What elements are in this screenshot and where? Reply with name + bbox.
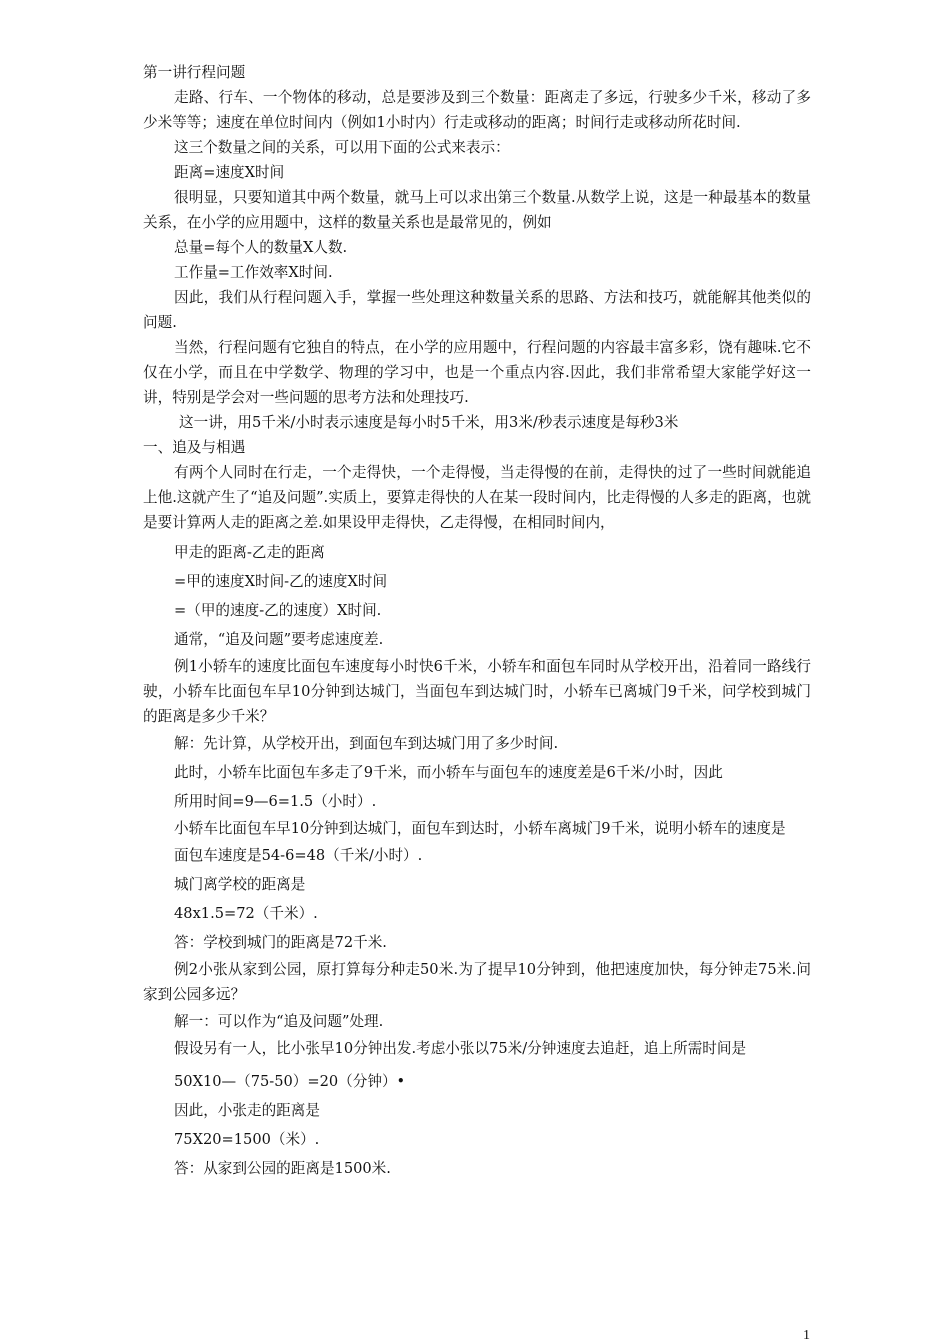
example-2-step-2: 假设另有一人，比小张早10分钟出发.考虑小张以75米/分钟速度去追赶，追上所需时间是: [174, 1040, 747, 1057]
document-body: [143, 60, 811, 1183]
formula-work: 工作量=工作效率X时间.: [174, 264, 333, 281]
paragraph-units: 这一讲，用5千米/小时表示速度是每小时5千米，用3米/秒表示速度是每秒3米: [179, 414, 679, 431]
paragraph-intro: 走路、行车、一个物体的移动，总是要涉及到三个数量：距离走了多远，行驶多少千米，移动了多少米等等；速度在单位时间内（例如1小时内）行走或移动的距离；时间行走或移动所花时间.: [143, 89, 811, 131]
example-2-answer: 答：从家到公园的距离是1500米.: [174, 1160, 391, 1177]
paragraph-therefore: 因此，我们从行程问题入手，掌握一些处理这种数量关系的思路、方法和技巧，就能解其他类似的问题.: [143, 289, 811, 331]
formula-line-3: =（甲的速度-乙的速度）X时间.: [174, 602, 382, 619]
example-2-step-4: 因此，小张走的距离是: [174, 1102, 320, 1119]
formula-line-2: =甲的速度X时间-乙的速度X时间: [174, 573, 388, 590]
example-1-step-3: 所用时间=9—6=1.5（小时）.: [174, 793, 377, 810]
example-1-step-1: 解：先计算，从学校开出，到面包车到达城门用了多少时间.: [174, 735, 559, 752]
example-2-step-5: 75X20=1500（米）.: [174, 1131, 320, 1148]
example-2-step-3: 50X10—（75-50）=20（分钟）•: [174, 1073, 406, 1090]
formula-line-1: 甲走的距离-乙走的距离: [174, 544, 325, 561]
formula-total: 总量=每个人的数量X人数.: [174, 239, 348, 256]
formula-distance: 距离=速度X时间: [174, 164, 285, 181]
page-number: 1: [803, 1328, 810, 1343]
example-1-step-4: 小轿车比面包车早10分钟到达城门，面包车到达时，小轿车离城门9千米，说明小轿车的速度是: [174, 820, 786, 837]
paragraph-features: 当然，行程问题有它独自的特点，在小学的应用题中，行程问题的内容最丰富多彩，饶有趣味.它不仅在小学，而且在中学数学、物理的学习中，也是一个重点内容.因此，我们非常希望大家能学好这一讲，特别是学会对一些问题的思考方法和处理技巧.: [143, 339, 811, 406]
section-heading: 一、追及与相遇: [143, 439, 246, 456]
example-1-answer: 答：学校到城门的距离是72千米.: [174, 934, 387, 951]
paragraph-speed-diff: 通常，“追及问题”要考虑速度差.: [174, 631, 384, 648]
example-1: 例1小轿车的速度比面包车速度每小时快6千米，小轿车和面包车同时从学校开出，沿着同一路线行驶，小轿车比面包车早10分钟到达城门，当面包车到达城门时，小轿车已离城门9千米，问学校到城门的距离是多少千米？: [143, 658, 811, 725]
lesson-title: 第一讲行程问题: [143, 64, 246, 81]
example-1-step-5: 面包车速度是54-6=48（千米/小时）.: [174, 847, 423, 864]
example-1-step-2: 此时，小轿车比面包车多走了9千米，而小轿车与面包车的速度差是6千米/小时，因此: [174, 764, 723, 781]
paragraph-chase: 有两个人同时在行走，一个走得快，一个走得慢，当走得慢的在前，走得快的过了一些时间就能追上他.这就产生了“追及问题”.实质上，要算走得快的人在某一段时间内，比走得慢的人多走的距离，也就是要计算两人走的距离之差.如果设甲走得快，乙走得慢，在相同时间内，: [143, 464, 811, 531]
example-1-step-6: 城门离学校的距离是: [174, 876, 306, 893]
paragraph-relation: 这三个数量之间的关系，可以用下面的公式来表示：: [174, 139, 510, 156]
paragraph-obvious: 很明显，只要知道其中两个数量，就马上可以求出第三个数量.从数学上说，这是一种最基本的数量关系，在小学的应用题中，这样的数量关系也是最常见的，例如: [143, 189, 811, 231]
example-2-step-1: 解一：可以作为“追及问题”处理.: [174, 1013, 384, 1030]
example-2: 例2小张从家到公园，原打算每分种走50米.为了提早10分钟到，他把速度加快，每分钟走75米.问家到公园多远？: [143, 961, 811, 1003]
example-1-step-7: 48x1.5=72（千米）.: [174, 905, 318, 922]
